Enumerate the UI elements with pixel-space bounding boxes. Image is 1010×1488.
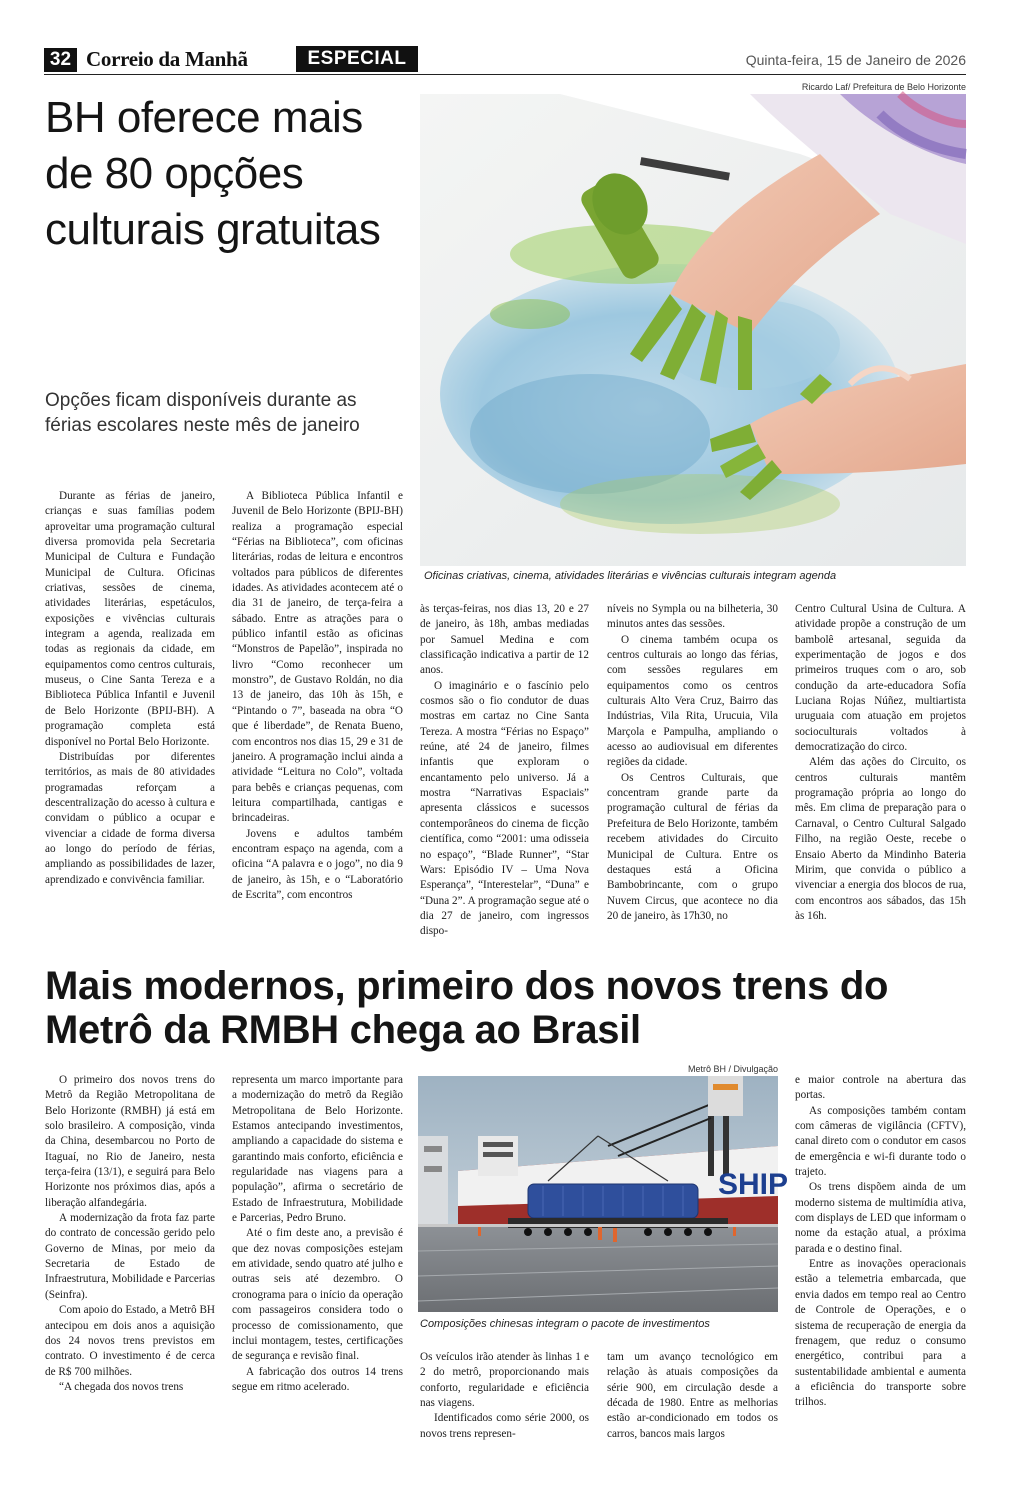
article1-column-3 <box>420 602 589 940</box>
paragraph: Entre as inovações operacionais estão a telemetria embarcada, que envia dados em tempo real ao Centro de Controle de Operações, e o sistema de recuperação de energia da frenagem, que reduz o consumo energético, contribui para a sustentabilidade ambiental e aumenta a eficiência do transporte sobre trilhos. <box>795 1258 966 1409</box>
article1-photo <box>420 94 966 566</box>
paragraph: às terças-feiras, nos dias 13, 20 e 27 de janeiro, às 18h, ambas mediadas por Samuel Medina e com classificação indicativa a partir de 12 anos. <box>420 603 589 677</box>
article1-photo-credit: Ricardo Laf/ Prefeitura de Belo Horizonte <box>801 82 966 92</box>
paragraph: Distribuídas por diferentes territórios, as mais de 80 atividades programadas reforçam a descentralização do acesso à cultura e convidam o público a ocupar e vivenciar a cidade de forma diversa ao longo do período de férias, ampliando as possibilidades de lazer, aprendizado e convivência familiar. <box>45 750 215 886</box>
page-number: 32 <box>44 48 77 72</box>
article1-photo-caption: Oficinas criativas, cinema, atividades literárias e vivências culturais integram agenda <box>424 570 837 582</box>
publication-date: Quinta-feira, 15 de Janeiro de 2026 <box>745 52 966 68</box>
article2-column-1 <box>45 1073 215 1395</box>
masthead-logo[interactable]: Correio da Manhã <box>86 47 248 71</box>
header-divider <box>44 74 966 75</box>
paragraph: Os Centros Culturais, que concentram grande parte da programação cultural de férias da Prefeitura de Belo Horizonte, também recebem atividades do Circuito Municipal de Cultura. Entre os destaques está a Oficina Bambobrincante, com o grupo Nuvem Circus, que acontece no dia 20 de janeiro, às 17h30, no <box>607 771 778 922</box>
paragraph: A Biblioteca Pública Infantil e Juvenil de Belo Horizonte (BPIJ-BH) realiza a programação especial “Férias na Biblioteca”, com oficinas literárias, rodas de leitura e encontros voltados para públicos de diferentes idades. As atividades acontecem até o dia 31 de janeiro, de terça-feira a sábado. Entre as atrações para o público infantil estão as oficinas “Monstros de Papelão”, inspirada no livro “Como reconhecer um monstro”, de Gustavo Roldán, no dia 13 de janeiro, das 10h às 15h, e “Pintando o 7”, baseada na obra “O que é liberdade”, de Renata Bueno, com encontros nos dias 15, 29 e 31 de janeiro. A programação inclui ainda a atividade “Leitura no Colo”, voltada para bebês e crianças pequenas, com leitura compartilhada, cantigas e brincadeiras. <box>232 490 403 825</box>
paragraph: Com apoio do Estado, a Metrô BH antecipou em dois anos a aquisição dos 24 novos trens previstos em contrato. O investimento é de cerca de R$ 700 milhões. <box>45 1304 215 1378</box>
article1-column-4 <box>607 602 778 924</box>
section-tag[interactable]: ESPECIAL <box>296 46 418 72</box>
paragraph: Até o fim deste ano, a previsão é que dez novas composições estejam em atividade, sendo quatro até julho e outras seis até dezembro. O cronograma para o início da operação com passageiros considera todo o processo de comissionamento, que inclui montagem, testes, certificações de segurança e revisão final. <box>232 1227 403 1363</box>
paragraph: A modernização da frota faz parte do contrato de concessão gerido pelo Governo de Minas, por meio da Secretaria de Estado de Infraestrutura, Mobilidade e Parcerias (Seinfra). <box>45 1212 215 1301</box>
article2-column-2 <box>232 1073 403 1395</box>
paragraph: Durante as férias de janeiro, crianças e suas famílias podem aproveitar uma programação cultural diversa promovida pela Secretaria Municipal de Cultura e Fundação Municipal de Cultura. Oficinas criativas, sessões de cinema, atividades literárias, espetáculos, exposições e vivências culturais integram a agenda, realizada em todas as regionais da cidade, em equipamentos como centros culturais, museus, o Cine Santa Tereza e a Biblioteca Pública Infantil e Juvenil de Belo Horizonte (BPIJ-BH). A programação completa está disponível no Portal Belo Horizonte. <box>45 490 215 748</box>
article1-headline: BH oferece mais de 80 opções culturais gratuitas <box>45 93 381 254</box>
article2-headline: Mais modernos, primeiro dos novos trens do Metrô da RMBH chega ao Brasil <box>45 964 889 1052</box>
paragraph: Jovens e adultos também encontram espaço na agenda, com a oficina “A palavra e o jogo”, no dia 9 de janeiro, às 15h, e o “Laboratório de Escrita”, com encontros <box>232 827 403 901</box>
paragraph: “A chegada dos novos trens <box>59 1380 184 1393</box>
paragraph: Os veículos irão atender às linhas 1 e 2 do metrô, proporcionando mais conforto, regularidade e eficiência nas viagens. <box>420 1351 589 1410</box>
paragraph: A fabricação dos outros 14 trens segue em ritmo acelerado. <box>232 1365 403 1393</box>
paragraph: níveis no Sympla ou na bilheteria, 30 minutos antes das sessões. <box>607 603 778 631</box>
paragraph: O cinema também ocupa os centros culturais ao longo das férias, com sessões regulares em equipamentos como os centros culturais Alto Vera Cruz, Bairro das Indústrias, Vila Rita, Urucuia, Vila Marçola e Pampulha, ampliando o acesso ao audiovisual em diferentes regiões da cidade. <box>607 633 778 769</box>
paragraph: O primeiro dos novos trens do Metrô da Região Metropolitana de Belo Horizonte (RMBH) já está em solo brasileiro. A composição, vinda da China, desembarcou no Porto de Itaguaí, no Rio de Janeiro, nesta terça-feira (13/1), e seguirá para Belo Horizonte nos próximos dias, após a liberação alfandegária. <box>45 1074 215 1209</box>
article2-photo <box>418 1076 789 1312</box>
article2-column-3 <box>420 1350 589 1442</box>
paragraph: Centro Cultural Usina de Cultura. A atividade propõe a construção de um bambolê artesanal, seguida da experimentação de jogos e dos primeiros truques com o aro, sob condução da arte-educadora Sofía Luciana Rojas Núñez, multiartista uruguaia com atuação em projetos socioculturais voltados à democratização do circo. <box>795 603 966 754</box>
article1-column-2 <box>232 489 403 903</box>
article2-column-5 <box>795 1073 966 1411</box>
paragraph: Além das ações do Circuito, os centros culturais mantêm programação própria ao longo do mês. Em clima de preparação para o Carnaval, o Centro Cultural Salgado Filho, na região Oeste, recebe o Ensaio Aberto da Mindinho Bateria Mirim, que convida o público a vivenciar a energia dos blocos de rua, com encontros aos sábados, das 15h às 16h. <box>795 756 966 922</box>
article1-subhead: Opções ficam disponíveis durante as férias escolares neste mês de janeiro <box>45 390 360 436</box>
page-header <box>44 44 966 74</box>
paragraph: tam um avanço tecnológico em relação às atuais composições da série 900, em circulação desde a década de 1980. Entre as melhorias estão ar-condicionado em todos os carros, bancos mais largos <box>607 1351 778 1440</box>
paragraph: As composições também contam com câmeras de vigilância (CFTV), canal direto com o condutor em casos de emergência e wi-fi durante todo o trajeto. <box>795 1104 966 1179</box>
article2-photo-caption: Composições chinesas integram o pacote de investimentos <box>420 1318 710 1330</box>
paragraph: Identificados como série 2000, os novos trens represen- <box>420 1412 589 1440</box>
paragraph: representa um marco importante para a modernização do metrô da Região Metropolitana de Belo Horizonte. Estamos antecipando investimentos, ampliando a capacidade do sistema e garantindo mais conforto, eficiência e regularidade nas viagens para a população”, afirma o secretário de Estado de Infraestrutura, Mobilidade e Parcerias, Pedro Bruno. <box>232 1074 403 1225</box>
ship-hull-text: SHIP <box>718 1168 789 1201</box>
paragraph: Os trens dispõem ainda de um moderno sistema de multimídia ativa, com displays de LED que informam o nome da estação atual, a próxima parada e o destino final. <box>795 1181 966 1255</box>
child-painting-image <box>420 94 966 566</box>
article2-photo-credit: Metrô BH / Divulgação <box>687 1064 778 1074</box>
paragraph: e maior controle na abertura das portas. <box>795 1074 966 1102</box>
train-unloading-image <box>418 1076 789 1312</box>
paragraph: O imaginário e o fascínio pelo cosmos são o fio condutor de duas mostras em cartaz no Cine Santa Tereza. A mostra “Férias no Espaço” reúne, até 24 de janeiro, filmes infantis que exploram o encantamento pelo universo. Já a mostra “Narrativas Espaciais” apresenta clássicos e sucessos contemporâneos do cinema de ficção científica, como “2001: uma odisseia no espaço”, “Blade Runner”, “Star Wars: Episódio IV – Uma Nova Esperança”, “Interestelar”, “Duna” e “Duna 2”. A programação segue até o dia 27 de janeiro, com ingressos dispo- <box>420 679 589 938</box>
article1-column-1 <box>45 489 215 888</box>
article2-column-4 <box>607 1350 778 1442</box>
article1-column-5 <box>795 602 966 924</box>
